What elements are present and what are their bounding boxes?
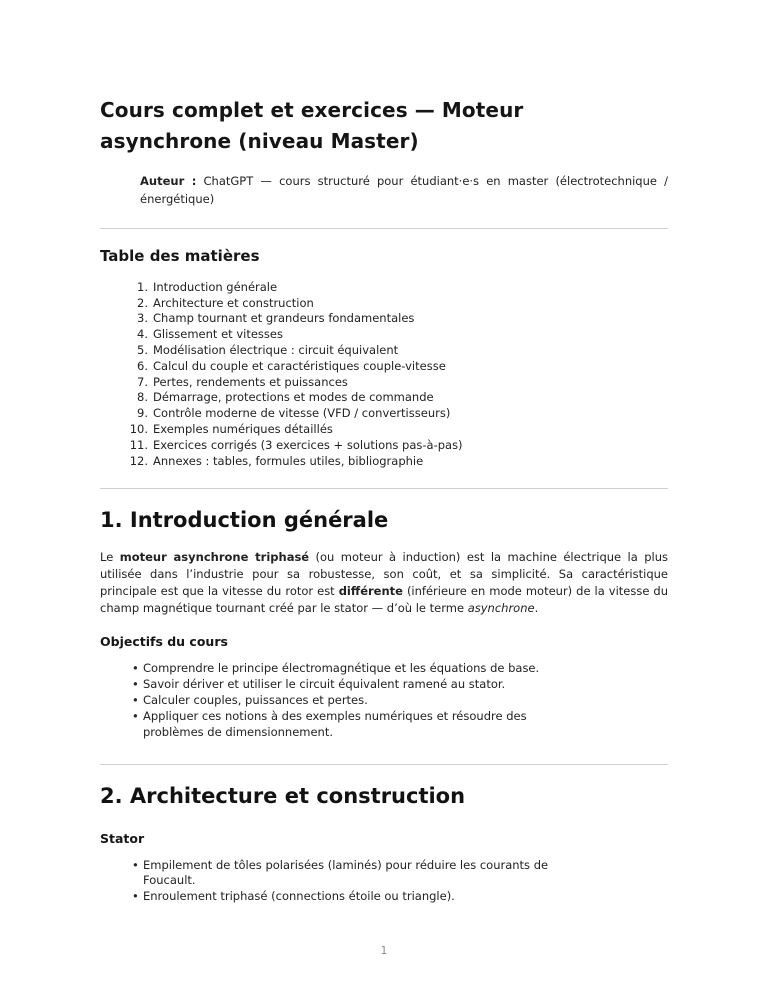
toc-item bbox=[126, 406, 668, 422]
objectives-heading: Objectifs du cours bbox=[100, 634, 228, 650]
toc-item-label: Exercices corrigés (3 exercices + solutions pas-à-pas) bbox=[153, 437, 463, 452]
author-line bbox=[140, 172, 668, 209]
toc-item bbox=[126, 311, 668, 327]
list-item-text: Enroulement triphasé (connections étoile ou triangle). bbox=[143, 889, 455, 904]
toc-item-number: 3. bbox=[137, 311, 148, 326]
toc-section bbox=[100, 247, 668, 470]
stator-heading: Stator bbox=[100, 830, 145, 846]
section-introduction bbox=[100, 507, 668, 740]
toc-item-label: Glissement et vitesses bbox=[153, 327, 283, 342]
toc-item-label: Démarrage, protections et modes de commande bbox=[153, 390, 434, 405]
toc-item-number: 9. bbox=[137, 406, 148, 421]
toc-item-label: Exemples numériques détaillés bbox=[153, 421, 333, 436]
author-label: Auteur : bbox=[140, 174, 197, 188]
toc-item-label: Introduction générale bbox=[153, 279, 278, 294]
toc-item-number: 4. bbox=[137, 327, 148, 342]
objectives-list bbox=[132, 661, 668, 740]
toc-heading: Table des matières bbox=[100, 246, 260, 265]
toc-item-number: 7. bbox=[137, 374, 148, 389]
paragraph-bold: moteur asynchrone triphasé bbox=[119, 549, 310, 564]
toc-item-label: Champ tournant et grandeurs fondamentales bbox=[153, 311, 415, 326]
list-item-text: Calculer couples, puissances et pertes. bbox=[143, 693, 368, 707]
toc-item-label: Pertes, rendements et puissances bbox=[153, 374, 348, 389]
document-title: Cours complet et exercices — Moteur asynchrone (niveau Master) bbox=[100, 98, 524, 153]
toc-item bbox=[126, 390, 668, 406]
toc-item-number: 2. bbox=[137, 295, 148, 310]
list-item-text: Empilement de tôles polarisées (laminés) pour réduire les courants de Foucault. bbox=[143, 857, 549, 888]
stator-list bbox=[132, 858, 668, 905]
divider bbox=[100, 764, 668, 765]
paragraph-text: (inférieure en mode moteur) de la vitesse du champ magnétique tournant créé par le stator — d’où le terme bbox=[100, 584, 669, 616]
paragraph-italic: asynchrone bbox=[467, 601, 535, 616]
toc-item-label: Annexes : tables, formules utiles, bibliographie bbox=[153, 453, 424, 468]
toc-item-label: Architecture et construction bbox=[153, 295, 314, 310]
toc-item bbox=[126, 280, 668, 296]
paragraph-text: (ou moteur à induction) est la machine électrique la plus utilisée dans l’industrie pour sa robustesse, son coût, et sa simplicité. Sa caractéristique principale est que la vitesse du rotor est bbox=[100, 549, 668, 598]
list-item-text: Appliquer ces notions à des exemples numériques et résoudre des problèmes de dimensionnement. bbox=[143, 708, 527, 739]
toc-item bbox=[126, 327, 668, 343]
toc-item bbox=[126, 438, 668, 454]
toc-item-number: 10. bbox=[129, 421, 148, 436]
list-item bbox=[132, 693, 584, 709]
toc-item bbox=[126, 454, 668, 470]
author-text: ChatGPT — cours structuré pour étudiant·e·s en master (électrotechnique / énergétique) bbox=[140, 174, 668, 207]
toc-item-number: 5. bbox=[137, 342, 148, 357]
list-item bbox=[132, 709, 584, 741]
list-item-text: Savoir dériver et utiliser le circuit équivalent ramené au stator. bbox=[143, 677, 506, 692]
list-item bbox=[132, 677, 584, 693]
toc-item-number: 8. bbox=[137, 390, 148, 405]
section1-paragraph bbox=[100, 549, 668, 618]
list-item bbox=[132, 889, 584, 905]
divider bbox=[100, 228, 668, 229]
toc-item-number: 6. bbox=[137, 358, 148, 373]
list-item-text: Comprendre le principe électromagnétique et les équations de base. bbox=[143, 661, 540, 676]
toc-list bbox=[126, 280, 668, 470]
paragraph-text: Le bbox=[100, 549, 120, 564]
toc-item-number: 1. bbox=[137, 279, 148, 294]
section2-heading: 2. Architecture et construction bbox=[100, 784, 466, 809]
toc-item-label: Modélisation électrique : circuit équivalent bbox=[153, 342, 399, 357]
toc-item-label: Calcul du couple et caractéristiques couple-vitesse bbox=[153, 358, 446, 373]
toc-item-number: 11. bbox=[129, 437, 148, 452]
toc-item bbox=[126, 422, 668, 438]
divider bbox=[100, 488, 668, 489]
paragraph-bold: différente bbox=[338, 584, 403, 598]
page-number: 1 bbox=[380, 945, 388, 957]
section-architecture bbox=[100, 783, 668, 905]
list-item bbox=[132, 858, 584, 890]
toc-item-label: Contrôle moderne de vitesse (VFD / convertisseurs) bbox=[153, 406, 451, 421]
paragraph-text: . bbox=[534, 601, 539, 616]
toc-item bbox=[126, 343, 668, 359]
toc-item bbox=[126, 296, 668, 312]
list-item bbox=[132, 661, 584, 677]
section1-heading: 1. Introduction générale bbox=[100, 508, 389, 533]
toc-item-number: 12. bbox=[129, 453, 148, 468]
toc-item bbox=[126, 359, 668, 375]
toc-item bbox=[126, 375, 668, 391]
